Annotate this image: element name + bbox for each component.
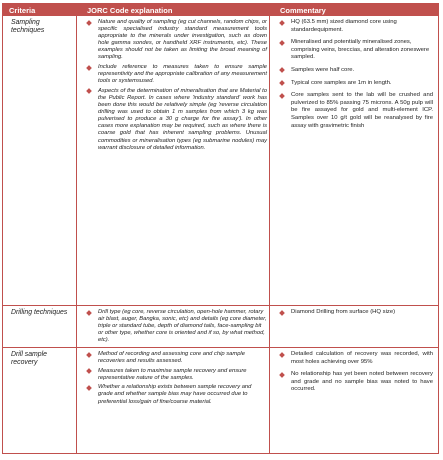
bullet-icon: [279, 310, 285, 316]
criteria-cell: Drilling techniques: [11, 309, 68, 316]
list-item: Core samples sent to the lab will be crushed and pulverized to 85% passing 75 microns. A 50g pulp will be fire assayed for gold and multi-element ICP. Samples over 10 g/t gold will be reanalysed by fire assay with gravimetric finish: [280, 92, 433, 130]
criteria-cell: Sampling techniques: [11, 19, 45, 35]
list-item: Whether a relationship exists between sample recovery and grade and whether sample bias may have occurred due to preferential loss/gain of fine/coarse material.: [87, 384, 267, 405]
bullet-icon: [279, 372, 285, 378]
bullet-icon: [86, 310, 92, 316]
bullet-icon: [279, 93, 285, 99]
commentary-list: [280, 351, 433, 399]
jorc-table: [2, 3, 439, 454]
list-item: Mineralised and potentially mineralised zones, comprising veins, breccias, and alteration zoneswere sampled.: [280, 39, 433, 62]
explanation-list: [87, 309, 267, 347]
bullet-icon: [279, 352, 285, 358]
header-jorc: JORC Code explanation: [87, 5, 173, 15]
bullet-icon: [279, 20, 285, 26]
commentary-list: [280, 19, 433, 135]
row-divider: [3, 305, 438, 306]
explanation-list: [87, 19, 267, 154]
bullet-icon: [86, 352, 92, 358]
list-item: Drill type (eg core, reverse circulation, open-hole hammer, rotary air blast, auger, Bangka, sonic, etc) and details (eg core diameter, triple or standard tube, depth of diamond tails, face-sampling bit or other type, whether core is oriented and if so, by what method, etc).: [87, 309, 267, 344]
list-item: Detailed calculation of recovery was recorded, with most holes achieving over 95%: [280, 351, 433, 366]
header-criteria: Criteria: [9, 5, 36, 15]
list-item: Samples were half core.: [280, 67, 433, 75]
bullet-icon: [86, 65, 92, 71]
list-item: HQ (63.5 mm) sized diamond core using standardequipment.: [280, 19, 433, 34]
criteria-cell: Drill sample recovery: [11, 351, 47, 367]
table-header: [3, 4, 438, 16]
list-item: Measures taken to maximise sample recovery and ensure representative nature of the samples.: [87, 368, 267, 382]
list-item: Method of recording and assessing core and chip sample recoveries and results assessed.: [87, 351, 267, 365]
commentary-list: [280, 309, 433, 322]
bullet-icon: [279, 80, 285, 86]
list-item: No relationship has yet been noted between recovery and grade and no sample bias was noted to have occurred.: [280, 371, 433, 394]
bullet-icon: [279, 68, 285, 74]
bullet-icon: [86, 20, 92, 26]
list-item: Nature and quality of sampling (eg cut channels, random chips, or specific specialised industry standard measurement tools appropriate to the minerals under investigation, such as down hole gamma sondes, or handheld XRF instruments, etc). These examples should not be taken as limiting the broad meaning of sampling.: [87, 19, 267, 62]
row-divider: [3, 347, 438, 348]
list-item: Aspects of the determination of mineralisation that are Material to the Public Report. In cases where 'industry standard' work has been done this would be relatively simple (eg 'reverse circulation drilling was used to obtain 1 m samples from which 3 kg was pulverised to produce a 30 g charge for fire assay'). In other cases more explanation may be required, such as where there is coarse gold that has inherent sampling problems. Unusual commodities or mineralisation types (eg submarine nodules) may warrant disclosure of detailed information.: [87, 88, 267, 152]
bullet-icon: [279, 40, 285, 46]
explanation-list: [87, 351, 267, 408]
bullet-icon: [86, 385, 92, 391]
bullet-icon: [86, 368, 92, 374]
list-item: Diamond Drilling from surface (HQ size): [280, 309, 433, 317]
column-divider: [76, 4, 77, 453]
list-item: Typical core samples are 1m in length.: [280, 80, 433, 88]
header-commentary: Commentary: [280, 5, 326, 15]
column-divider: [269, 4, 270, 453]
list-item: Include reference to measures taken to ensure sample representivity and the appropriate calibration of any measurement tools or systemsused.: [87, 64, 267, 85]
bullet-icon: [86, 89, 92, 95]
